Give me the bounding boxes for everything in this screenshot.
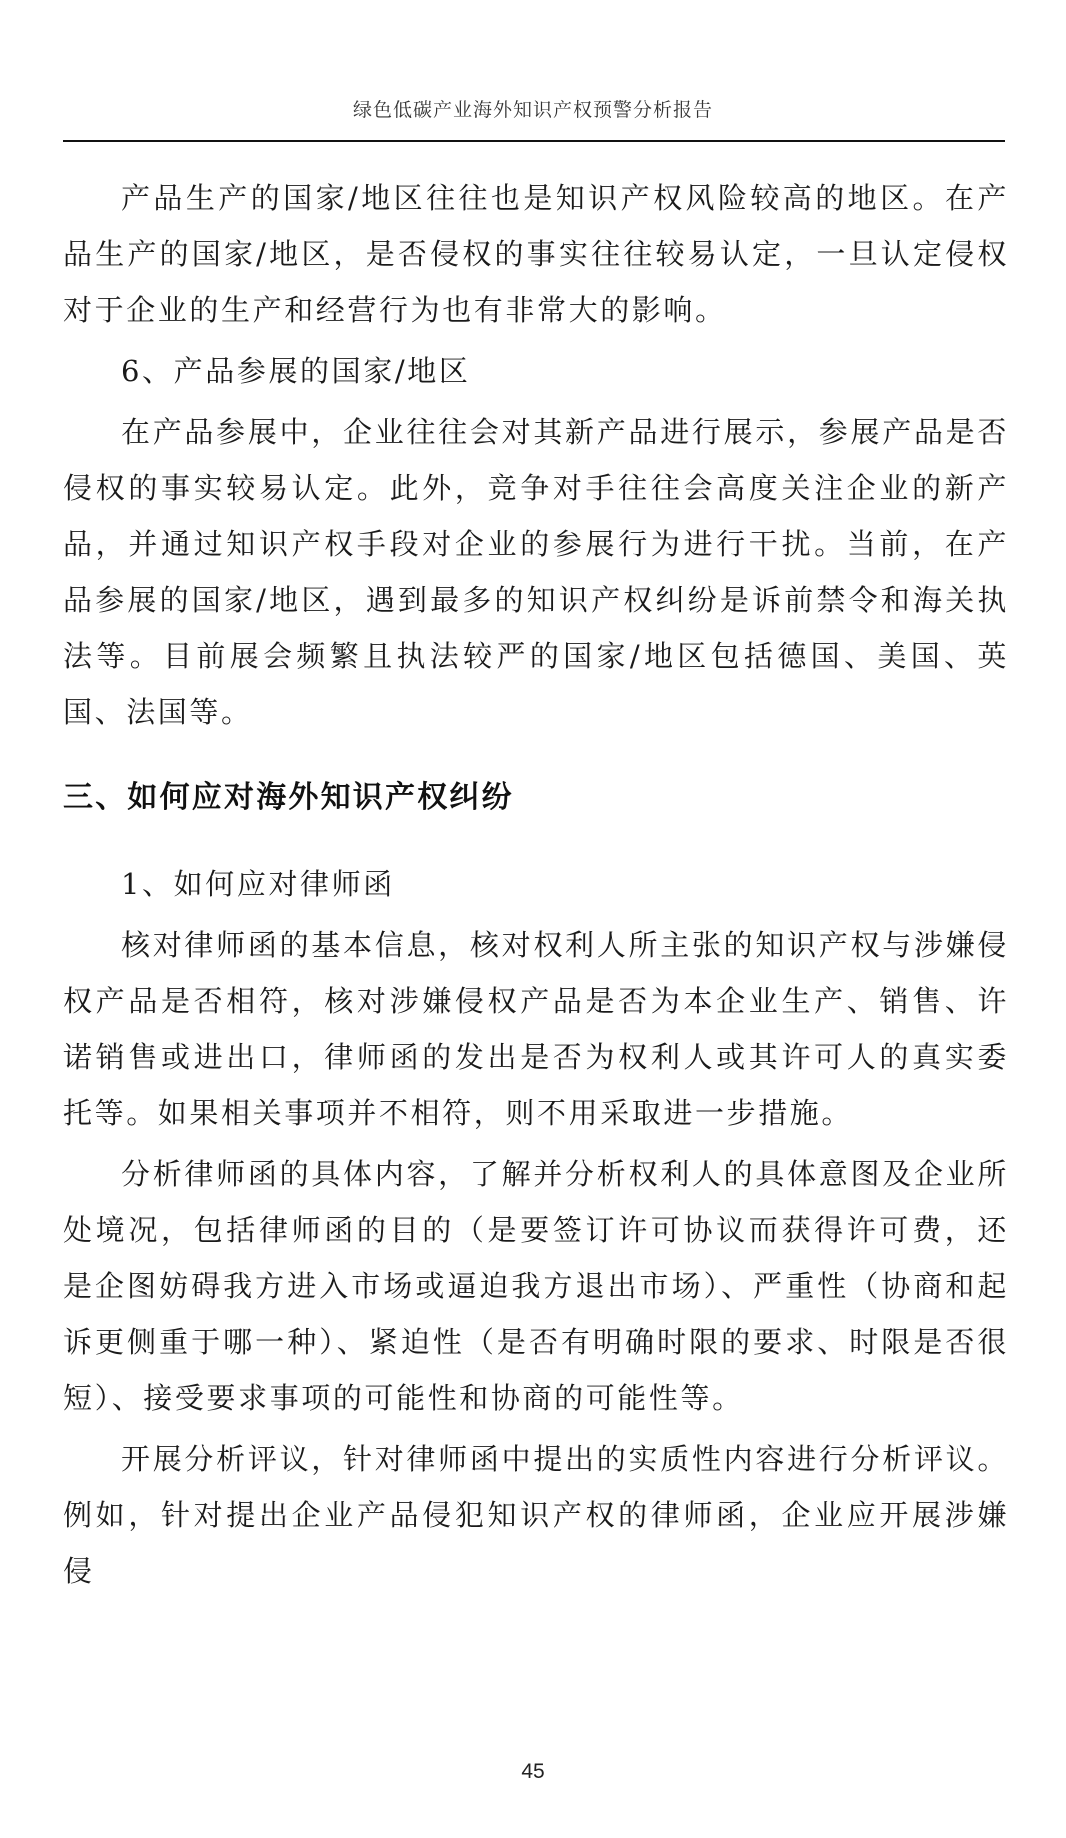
page-number: 45 [521,1760,545,1783]
paragraph-verify-letter: 核对律师函的基本信息，核对权利人所主张的知识产权与涉嫌侵权产品是否相符，核对涉嫌侵权产品是否为本企业生产、销售、许诺销售或进出口，律师函的发出是否为权利人或其许可人的真实委托等。如果相关事项并不相符，则不用采取进一步措施。 [63,928,1009,1130]
paragraph-exhibition-risk: 在产品参展中，企业往往会对其新产品进行展示，参展产品是否侵权的事实较易认定。此外，竞争对手往往会高度关注企业的新产品，并通过知识产权手段对企业的参展行为进行干扰。当前，在产品参展的国家/地区，遇到最多的知识产权纠纷是诉前禁令和海关执法等。目前展会频繁且执法较严的国家/地区包括德国、美国、英国、法国等。 [63,415,1009,729]
page-body [63,170,1009,1599]
paragraph-production-risk: 产品生产的国家/地区往往也是知识产权风险较高的地区。在产品生产的国家/地区，是否侵权的事实往往较易认定，一旦认定侵权对于企业的生产和经营行为也有非常大的影响。 [63,181,1009,327]
subheading-exhibition-regions: 6、产品参展的国家/地区 [121,354,471,388]
header-rule [63,140,1005,142]
section-title-dispute-response: 三、如何应对海外知识产权纠纷 [63,780,514,815]
paragraph-analyze-letter: 分析律师函的具体内容，了解并分析权利人的具体意图及企业所处境况，包括律师函的目的（是要签订许可协议而获得许可费，还是企图妨碍我方进入市场或逼迫我方退出市场）、严重性（协商和起诉更侧重于哪一种）、紧迫性（是否有明确时限的要求、时限是否很短）、接受要求事项的可能性和协商的可能性等。 [63,1157,1009,1415]
subheading-lawyer-letter: 1、如何应对律师函 [121,867,395,901]
running-header: 绿色低碳产业海外知识产权预警分析报告 [352,99,713,121]
paragraph-evaluation: 开展分析评议，针对律师函中提出的实质性内容进行分析评议。例如，针对提出企业产品侵犯知识产权的律师函，企业应开展涉嫌侵 [63,1442,1009,1588]
